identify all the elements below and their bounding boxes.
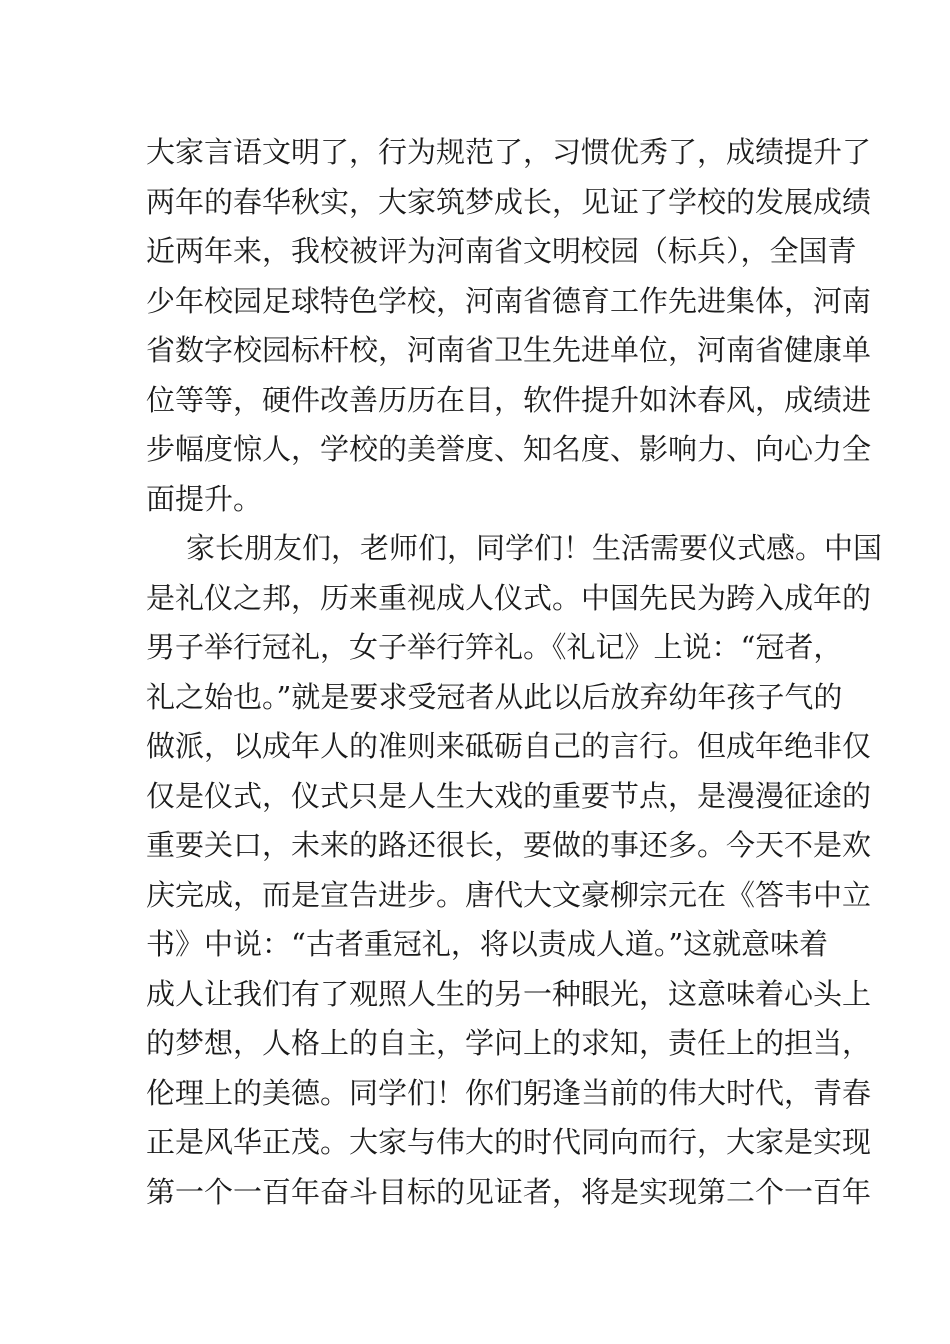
text-line: 两年的春华秋实，大家筑梦成长，见证了学校的发展成绩 — [146, 184, 872, 219]
text-line: 正是风华正茂。大家与伟大的时代同向而行，大家是实现 — [146, 1125, 872, 1159]
text-line: 礼之始也。”就是要求受冠者从此以后放弃幼年孩子气的 — [146, 679, 843, 714]
text-line: 步幅度惊人，学校的美誉度、知名度、影响力、向心力全 — [146, 432, 872, 466]
text-line: 省数字校园标杆校，河南省卫生先进单位，河南省健康单 — [146, 333, 872, 367]
text-line: 重要关口，未来的路还很长，要做的事还多。今天不是欢 — [146, 828, 872, 862]
text-line: 书》中说：“古者重冠礼，将以责成人道。”这就意味着 — [146, 927, 829, 961]
text-line: 庆完成，而是宣告进步。唐代大文豪柳宗元在《答韦中立 — [146, 877, 872, 912]
text-line: 第一个一百年奋斗目标的见证者，将是实现第二个一百年 — [146, 1174, 872, 1209]
text-line: 仅是仪式，仪式只是人生大戏的重要节点，是漫漫征途的 — [146, 778, 872, 813]
paragraph-2 — [146, 524, 883, 1217]
text-line: 男子举行冠礼，女子举行笄礼。《礼记》上说：“冠者， — [146, 630, 843, 664]
text-line: 是礼仪之邦，历来重视成人仪式。中国先民为跨入成年的 — [146, 580, 872, 615]
text-line: 近两年来，我校被评为河南省文明校园（标兵），全国青 — [146, 234, 857, 268]
text-line: 成人让我们有了观照人生的另一种眼光，这意味着心头上 — [146, 976, 872, 1011]
text-line: 做派，以成年人的准则来砥砺自己的言行。但成年绝非仅 — [146, 729, 872, 763]
text-line: 面提升。 — [146, 481, 263, 516]
text-line: 的梦想，人格上的自主，学问上的求知，责任上的担当， — [146, 1026, 872, 1060]
text-line: 伦理上的美德。同学们！你们躬逢当前的伟大时代，青春 — [146, 1075, 872, 1110]
text-line: 位等等，硬件改善历历在目，软件提升如沐春风，成绩进 — [146, 382, 872, 417]
text-line: 少年校园足球特色学校，河南省德育工作先进集体，河南 — [146, 283, 872, 318]
paragraph-1 — [146, 128, 872, 524]
text-line: 家长朋友们，老师们，同学们！生活需要仪式感。中国 — [186, 531, 883, 565]
document-body — [146, 128, 883, 1217]
text-line: 大家言语文明了，行为规范了，习惯优秀了，成绩提升了 — [146, 135, 872, 169]
